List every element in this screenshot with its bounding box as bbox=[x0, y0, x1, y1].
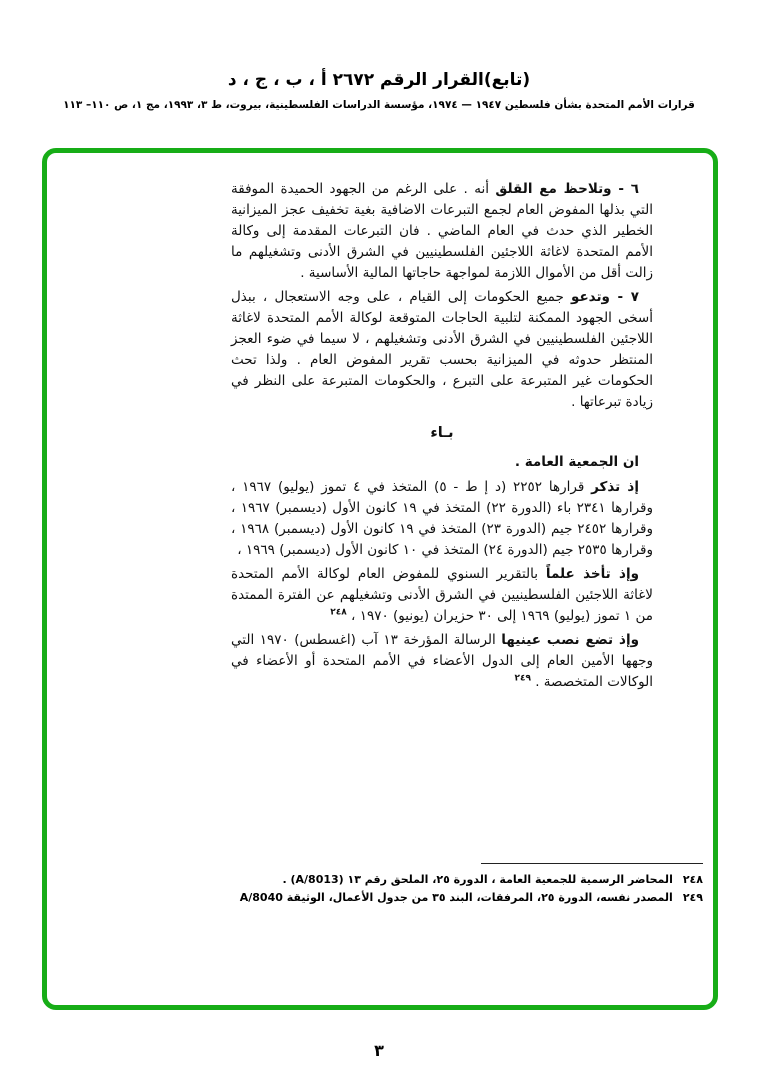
paragraph-lead-phrase: وتلاحظ مع القلق bbox=[495, 181, 612, 197]
general-assembly-line: ان الجمعية العامة . bbox=[514, 454, 639, 470]
source-citation-line: قرارات الأمم المتحدة بشأن فلسطين ١٩٤٧ — ١٩٧٤، مؤسسة الدراسات الفلسطينية، بيروت، ط ٣، ١٩٩٣، مج ١، ص ١١٠– ١١٣ bbox=[63, 99, 695, 111]
paragraph-lead-phrase: إذ تذكر bbox=[591, 479, 639, 495]
paragraph-lead-phrase: وإذ تأخذ علماً bbox=[545, 566, 639, 582]
paragraph-number: ٧ - bbox=[609, 289, 639, 305]
paragraph-text: قرارها ٢٢٥٢ (د إ ط - ٥) المتخذ في ٤ تموز (يوليو) ١٩٦٧ ، وقرارها ٢٣٤١ باء (الدورة ٢٢) المتخذ في ١٩ كانون الأول (ديسمبر) ١٩٦٧ ، وقرارها ٢٤٥٢ جيم (الدورة ٢٣) المتخذ في ١٩ كانون الأول (ديسمبر) ١٩٦٨ ، وقرارها ٢٥٣٥ جيم (الدورة ٢٤) المتخذ في ١٠ كانون الأول (ديسمبر) ١٩٦٩ ، bbox=[231, 479, 653, 558]
page-number: ٣ bbox=[374, 1041, 384, 1060]
noting-paragraph bbox=[231, 564, 653, 627]
paragraph-text: الرسالة المؤرخة ١٣ آب (اغسطس) ١٩٧٠ التي وجهها الأمين العام إلى الدول الأعضاء في الأمم المتحدة أو الأعضاء في الوكالات المتخصصة . bbox=[231, 632, 653, 690]
bearing-in-mind-paragraph bbox=[231, 630, 653, 693]
footnote-reference-248: ٢٤٨ bbox=[330, 607, 347, 618]
resolution-body-text bbox=[231, 179, 653, 696]
paragraph-text: أنه . على الرغم من الجهود الحميدة الموفقة التي بذلها المفوض العام لجمع التبرعات الاضافية بغية تخفيف عجز الميزانية الخطير الذي حدث في العام الماضي . فان التبرعات المقدمة إلى وكالة الأمم المتحدة لاغاثة اللاجئين الفلسطينيين في الشرق الأدنى وتشغيلهم ما زالت أقل من الأموال اللازمة لمواجهة حاجاتها المالية الأساسية . bbox=[231, 181, 653, 281]
footnote-separator-rule bbox=[481, 863, 703, 864]
recalling-paragraph bbox=[231, 477, 653, 561]
paragraph-text: بالتقرير السنوي للمفوض العام لوكالة الأمم المتحدة لاغاثة اللاجئين الفلسطينيين في الشرق الأدنى وتشغيلهم عن الفترة الممتدة من ١ تموز (يوليو) ١٩٦٩ إلى ٣٠ حزيران (يونيو) ١٩٧٠ ، bbox=[231, 566, 653, 624]
green-document-frame bbox=[42, 148, 718, 1010]
paragraph-7 bbox=[231, 287, 653, 413]
resolution-title: (تابع)القرار الرقم ٢٦٧٢ أ ، ب ، ج ، د bbox=[227, 70, 531, 90]
footnotes-block bbox=[63, 863, 703, 907]
footnote-number: ٢٤٨ bbox=[682, 873, 703, 886]
paragraph-lead-phrase: وإذ تضع نصب عينيها bbox=[501, 632, 639, 648]
footnote-text: المحاضر الرسمية للجمعية العامة ، الدورة ٢٥، الملحق رقم ١٣ (A/8013) . bbox=[282, 873, 673, 886]
footnote-text: المصدر نفسه، الدورة ٢٥، المرفقات، البند ٣٥ من جدول الأعمال، الوثيقة A/8040 bbox=[239, 891, 673, 904]
section-b-heading: بـاء bbox=[430, 425, 454, 441]
footnote-248 bbox=[63, 871, 703, 889]
page-header bbox=[0, 70, 758, 111]
paragraph-lead-phrase: وتدعو bbox=[571, 289, 610, 305]
footnote-reference-249: ٢٤٩ bbox=[514, 673, 531, 684]
paragraph-6 bbox=[231, 179, 653, 284]
paragraph-text: جميع الحكومات إلى القيام ، على وجه الاستعجال ، ببذل أسخى الجهود الممكنة لتلبية الحاجات المتوقعة لوكالة الأمم المتحدة لاغاثة اللاجئين الفلسطينيين في الشرق الأدنى وتشغيلهم ، لا سيما في ضوء العجز المنتظر حدوثه في الميزانية بحسب تقرير المفوض العام . ولذا تحث الحكومات غير المتبرعة على التبرع ، والحكومات المتبرعة على النظر في زيادة تبرعاتها . bbox=[231, 289, 653, 410]
paragraph-number: ٦ - bbox=[611, 181, 639, 197]
footnote-number: ٢٤٩ bbox=[682, 891, 703, 904]
footnote-249 bbox=[63, 889, 703, 907]
